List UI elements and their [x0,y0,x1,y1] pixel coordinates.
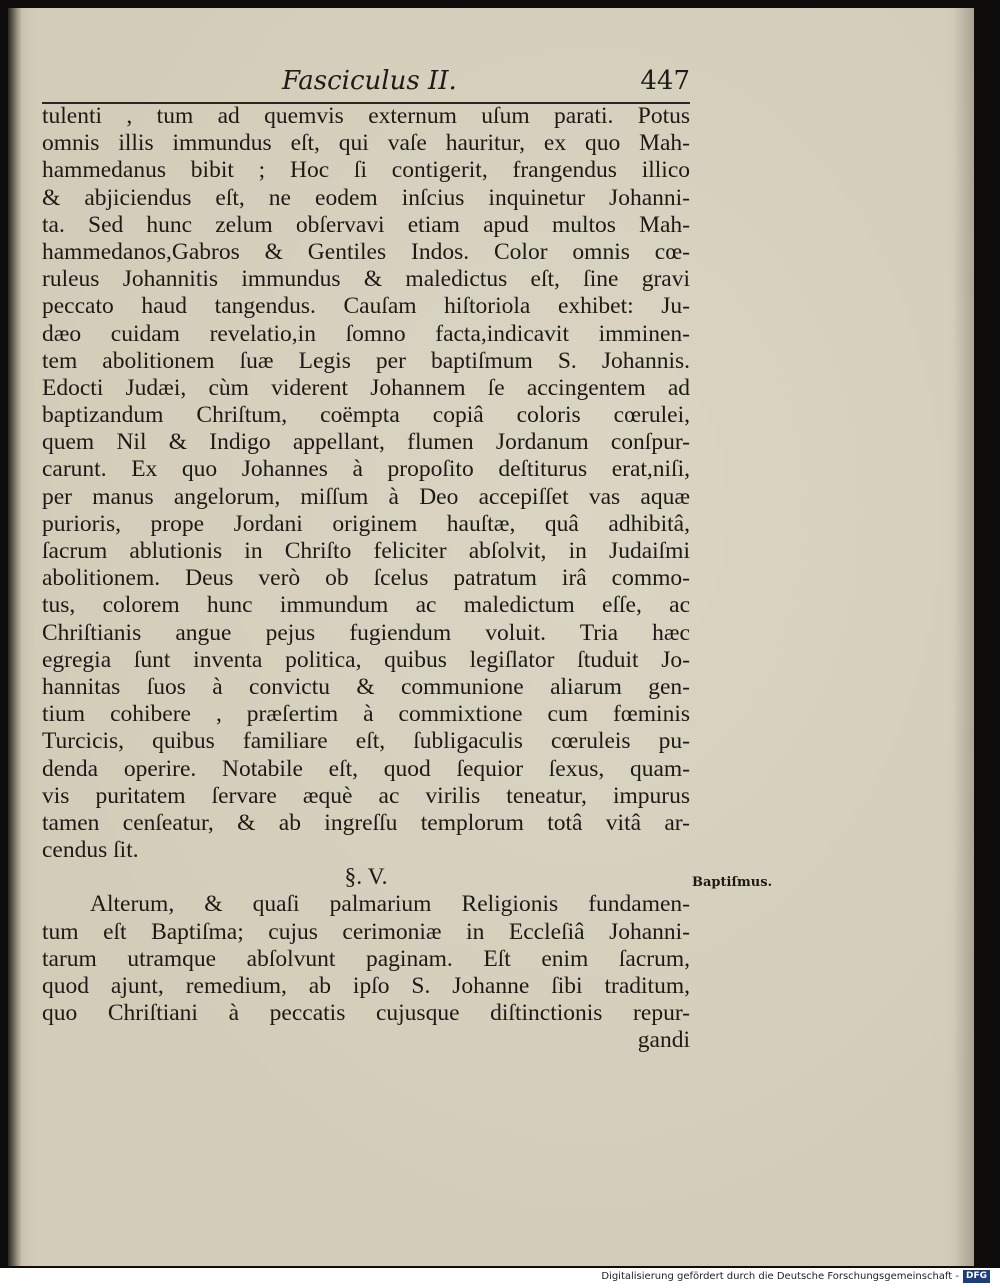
text-line: Chriſtianis angue pejus fugiendum voluit. Tria hæc [42,619,690,646]
gutter-shadow [8,8,22,1266]
text-line: tium cohibere , præſertim à commixtione cum fœminis [42,701,690,728]
text-line: denda operire. Notabile eſt, quod ſequior ſexus, quam- [42,755,690,782]
text-line: tamen cenſeatur, & ab ingreſſu templorum totâ vitâ ar- [42,809,690,836]
text-line: ta. Sed hunc zelum obſervavi etiam apud multos Mah- [42,211,690,238]
text-line: & abjiciendus eſt, ne eodem inſcius inquinetur Johanni- [42,184,690,211]
page-edge [954,8,974,1266]
text-line: per manus angelorum, miſſum à Deo accepiſſet vas aquæ [42,483,690,510]
text-line: cendus ſit. [42,837,139,864]
text-line: tarum utramque abſolvunt paginam. Eſt enim ſacrum, [42,945,690,972]
catchword: gandi [637,1027,690,1054]
text-line: ruleus Johannitis immundus & maledictus eſt, ſine gravi [42,266,690,293]
text-line: omnis illis immundus eſt, qui vaſe hauritur, ex quo Mah- [42,130,690,157]
text-line: ſacrum ablutionis in Chriſto feliciter abſolvit, in Judaiſmi [42,538,690,564]
text-line: Turcicis, quibus familiare eſt, ſubligaculis cœruleis pu- [42,728,690,755]
margin-note: Baptiſmus. [692,875,773,890]
section-heading: §. V. [344,864,388,891]
text-line: abolitionem. Deus verò ob ſcelus patratum irâ commo- [42,565,690,592]
text-line: tus, colorem hunc immundum ac maledictum eſſe, ac [42,592,690,619]
text-line: vis puritatem ſervare æquè ac virilis teneatur, impurus [42,782,690,809]
text-line: egregia ſunt inventa politica, quibus legiſlator ſtuduit Jo- [42,646,690,673]
text-line: hammedanos,Gabros & Gentiles Indos. Color omnis cœ- [42,238,690,265]
text-line: tum eſt Baptiſma; cujus cerimoniæ in Eccleſiâ Johanni- [42,918,690,945]
text-line: quod ajunt, remedium, ab ipſo S. Johanne ſibi traditum, [42,973,690,999]
text-line: Edocti Judæi, cùm viderent Johannem ſe accingentem ad [42,374,690,401]
page-header [270,66,690,102]
footer-credit [601,1268,990,1285]
text-line: carunt. Ex quo Johannes à propoſito deſtiturus erat,niſi, [42,456,690,483]
page-number: 447 [640,66,690,96]
text-line: quem Nil & Indigo appellant, flumen Jordanum conſpur- [42,429,690,456]
text-line: hammedanus bibit ; Hoc ſi contigerit, frangendus illico [42,157,690,184]
text-line: hannitas ſuos à convictu & communione aliarum gen- [42,673,690,700]
text-line: dæo cuidam revelatio,in ſomno facta,indicavit imminen- [42,320,690,347]
body-text [42,103,690,1055]
text-line: quo Chriſtiani à peccatis cujusque diſtinctionis repur- [42,1000,690,1027]
text-line: tem abolitionem ſuæ Legis per baptiſmum S. Johannis. [42,347,690,374]
dfg-logo-icon: DFG [963,1270,990,1283]
text-line: purioris, prope Jordani originem hauſtæ, quâ adhibitâ, [42,510,690,537]
text-line: peccato haud tangendus. Cauſam hiſtoriola exhibet: Ju- [42,293,690,320]
running-title: Fasciculus II. [282,66,457,96]
text-line: Alterum, & quaſi palmarium Religionis fundamen- [90,891,690,918]
text-line: baptizandum Chriſtum, coëmpta copiâ coloris cœrulei, [42,402,690,429]
text-line: tulenti , tum ad quemvis externum uſum parati. Potus [42,103,690,129]
footer-credit-text: Digitalisierung gefördert durch die Deutsche Forschungsgemeinschaft - [601,1271,959,1282]
